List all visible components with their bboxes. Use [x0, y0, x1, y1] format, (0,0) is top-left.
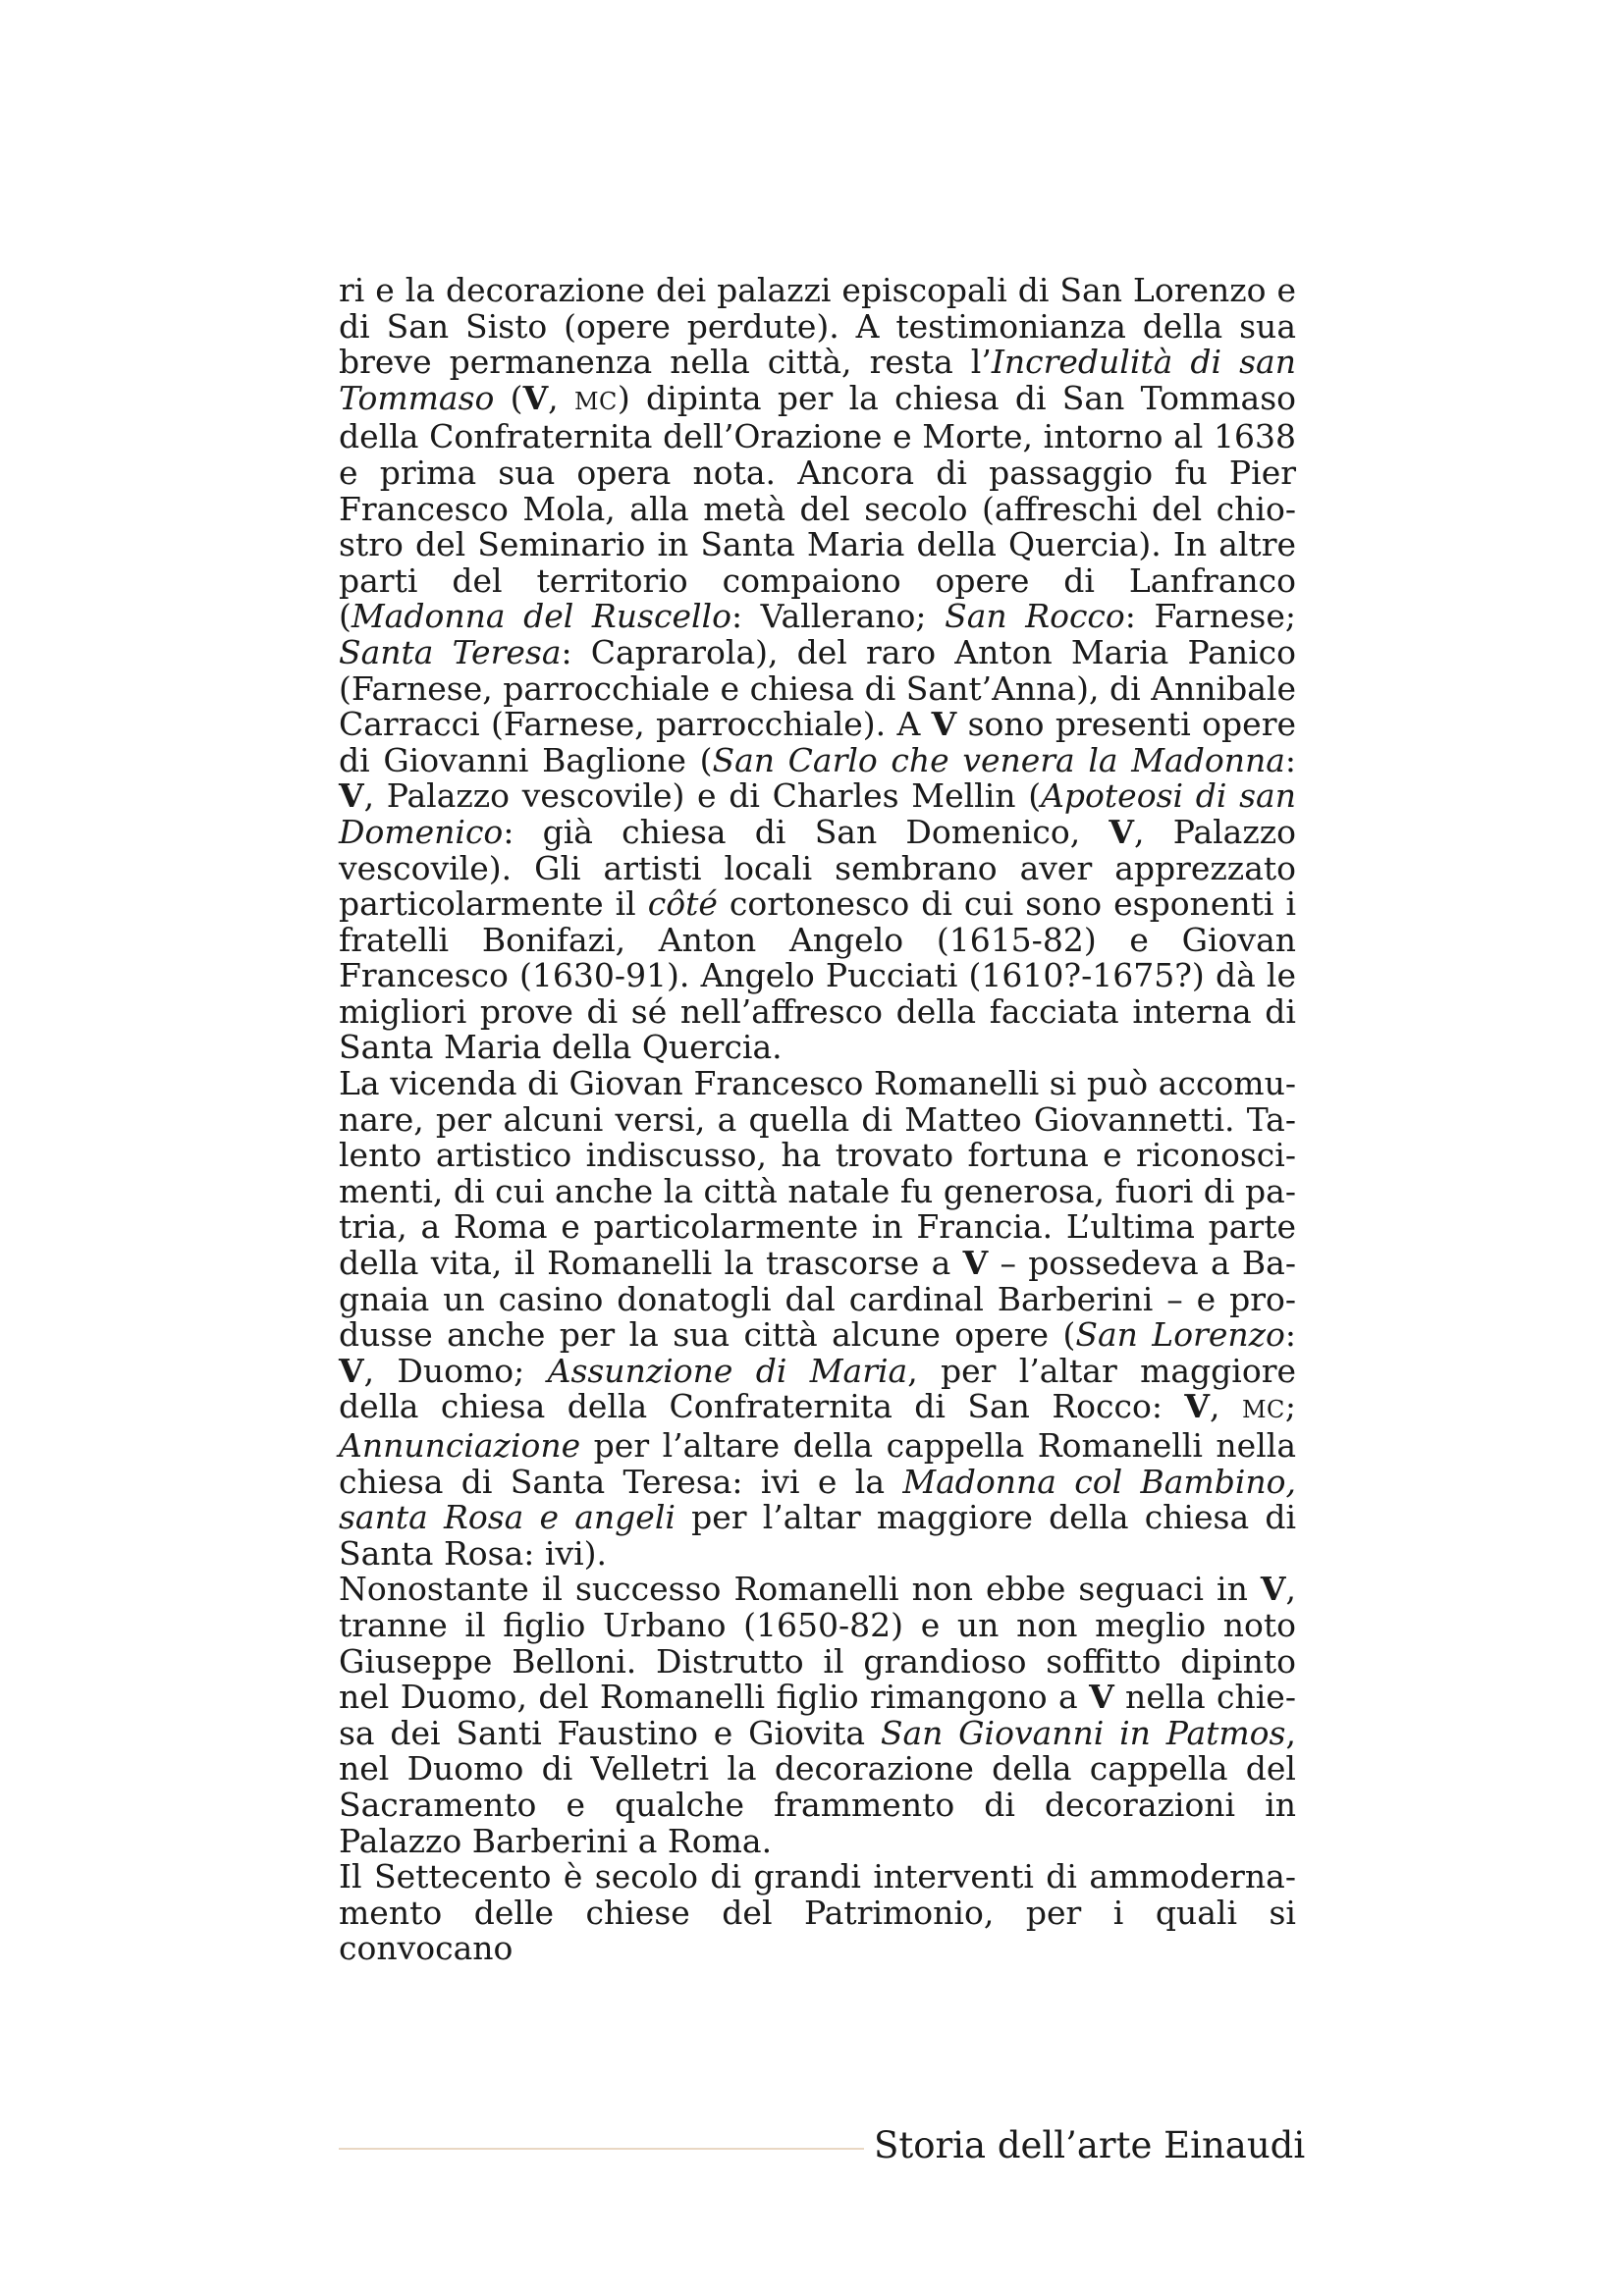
paragraph-3: Nonostante il successo Romanelli non ebbe seguaci in V, tranne il figlio Urbano (1650-82) e un non meglio noto Giuseppe Belloni. Distrutto il grandioso soffitto dipinto nel Duomo, del Romanelli figlio rimangono a V nella chiesa dei Santi Faustino e Giovita San Giovanni in Patmos, nel Duomo di Velletri la decorazione della cappella del Sacramento e qualche frammento di decorazioni in Palazzo Barberini a Roma.: [339, 1570, 1296, 1860]
artwork-title: San Lorenzo: [1075, 1315, 1285, 1355]
artwork-title: Santa Teresa: [339, 632, 562, 671]
footer-rule: [339, 2148, 864, 2150]
paragraph-1: ri e la decorazione dei palazzi episcopali di San Lorenzo e di San Sisto (opere perdute). A testimonianza della sua breve permanenza nella città, resta l’Incredulità di san Tommaso (V, MC) dipinta per la chiesa di San Tommaso della Confraternita dell’Orazione e Morte, intorno al 1638 e prima sua opera nota. Ancora di passaggio fu Pier Francesco Mola, alla metà del secolo (affreschi del chiostro del Seminario in Santa Maria della Quercia). In altre parti del territorio compaiono opere di Lanfranco (Madonna del Ruscello: Vallerano; San Rocco: Farnese; Santa Teresa: Caprarola), del raro Anton Maria Panico (Farnese, parrocchiale e chiesa di Sant’Anna), di Annibale Carracci (Farnese, parrocchiale). A V sono presenti opere di Giovanni Baglione (San Carlo che venera la Madonna: V, Palazzo vescovile) e di Charles Mellin (Apoteosi di san Domenico: già chiesa di San Domenico, V, Palazzo vescovile). Gli artisti locali sembrano aver apprezzato particolarmente il côté cortonesco di cui sono esponenti i fratelli Bonifazi, Anton Angelo (1615-82) e Giovan Francesco (1630-91). Angelo Pucciati (1610?-1675?) dà le migliori prove di sé nell’affresco della facciata interna di Santa Maria della Quercia.: [339, 271, 1297, 1067]
artwork-title: San Carlo che venera la Madonna: [712, 740, 1285, 779]
city-abbreviation: V: [522, 378, 549, 417]
artwork-title: Apoteosi di san Domenico: [339, 776, 1296, 851]
city-abbreviation: V: [339, 1351, 364, 1390]
city-abbreviation: V: [962, 1244, 989, 1283]
artwork-title: Madonna col Bambino, santa Rosa e angeli: [339, 1462, 1296, 1537]
artwork-title: Assunzione di Maria: [547, 1351, 908, 1390]
artwork-title: Madonna del Ruscello: [351, 597, 731, 636]
city-abbreviation: V: [1184, 1387, 1211, 1426]
city-abbreviation: V: [1109, 812, 1135, 851]
museum-abbreviation: MC: [573, 387, 618, 415]
artwork-title: San Giovanni in Patmos: [880, 1713, 1286, 1752]
paragraph-2: La vicenda di Giovan Francesco Romanelli si può accomunare, per alcuni versi, a quella di Matteo Giovannetti. Talento artistico indiscusso, ha trovato fortuna e riconoscimenti, di cui anche la città natale fu generosa, fuori di patria, a Roma e particolarmente in Francia. L’ultima parte della vita, il Romanelli la trascorse a V – possedeva a Bagnaia un casino donatogli dal cardinal Barberini – e produsse anche per la sua città alcune opere (San Lorenzo: V, Duomo; Assunzione di Maria, per l’altar maggiore della chiesa della Confraternita di San Rocco: V, MC; Annunciazione per l’altare della cappella Romanelli nella chiesa di Santa Teresa: ivi e la Madonna col Bambino, santa Rosa e angeli per l’altar maggiore della chiesa di Santa Rosa: ivi).: [339, 1064, 1297, 1573]
artwork-title: Incredulità di san Tommaso: [339, 343, 1296, 417]
artwork-title: San Rocco: [945, 597, 1125, 636]
emphasis-term: côté: [647, 884, 718, 924]
city-abbreviation: V: [339, 776, 364, 816]
city-abbreviation: V: [1089, 1678, 1114, 1717]
city-abbreviation: V: [931, 705, 957, 744]
museum-abbreviation: MC: [1241, 1396, 1285, 1424]
city-abbreviation: V: [1260, 1570, 1286, 1609]
artwork-title: Annunciazione: [339, 1426, 581, 1465]
footer-title: Storia dell’arte Einaudi: [874, 2124, 1306, 2166]
paragraph-4: Il Settecento è secolo di grandi interventi di ammodernamento delle chiese del Patrimonio, per i quali si convocano: [339, 1857, 1296, 1968]
body-text: [339, 273, 1296, 1967]
